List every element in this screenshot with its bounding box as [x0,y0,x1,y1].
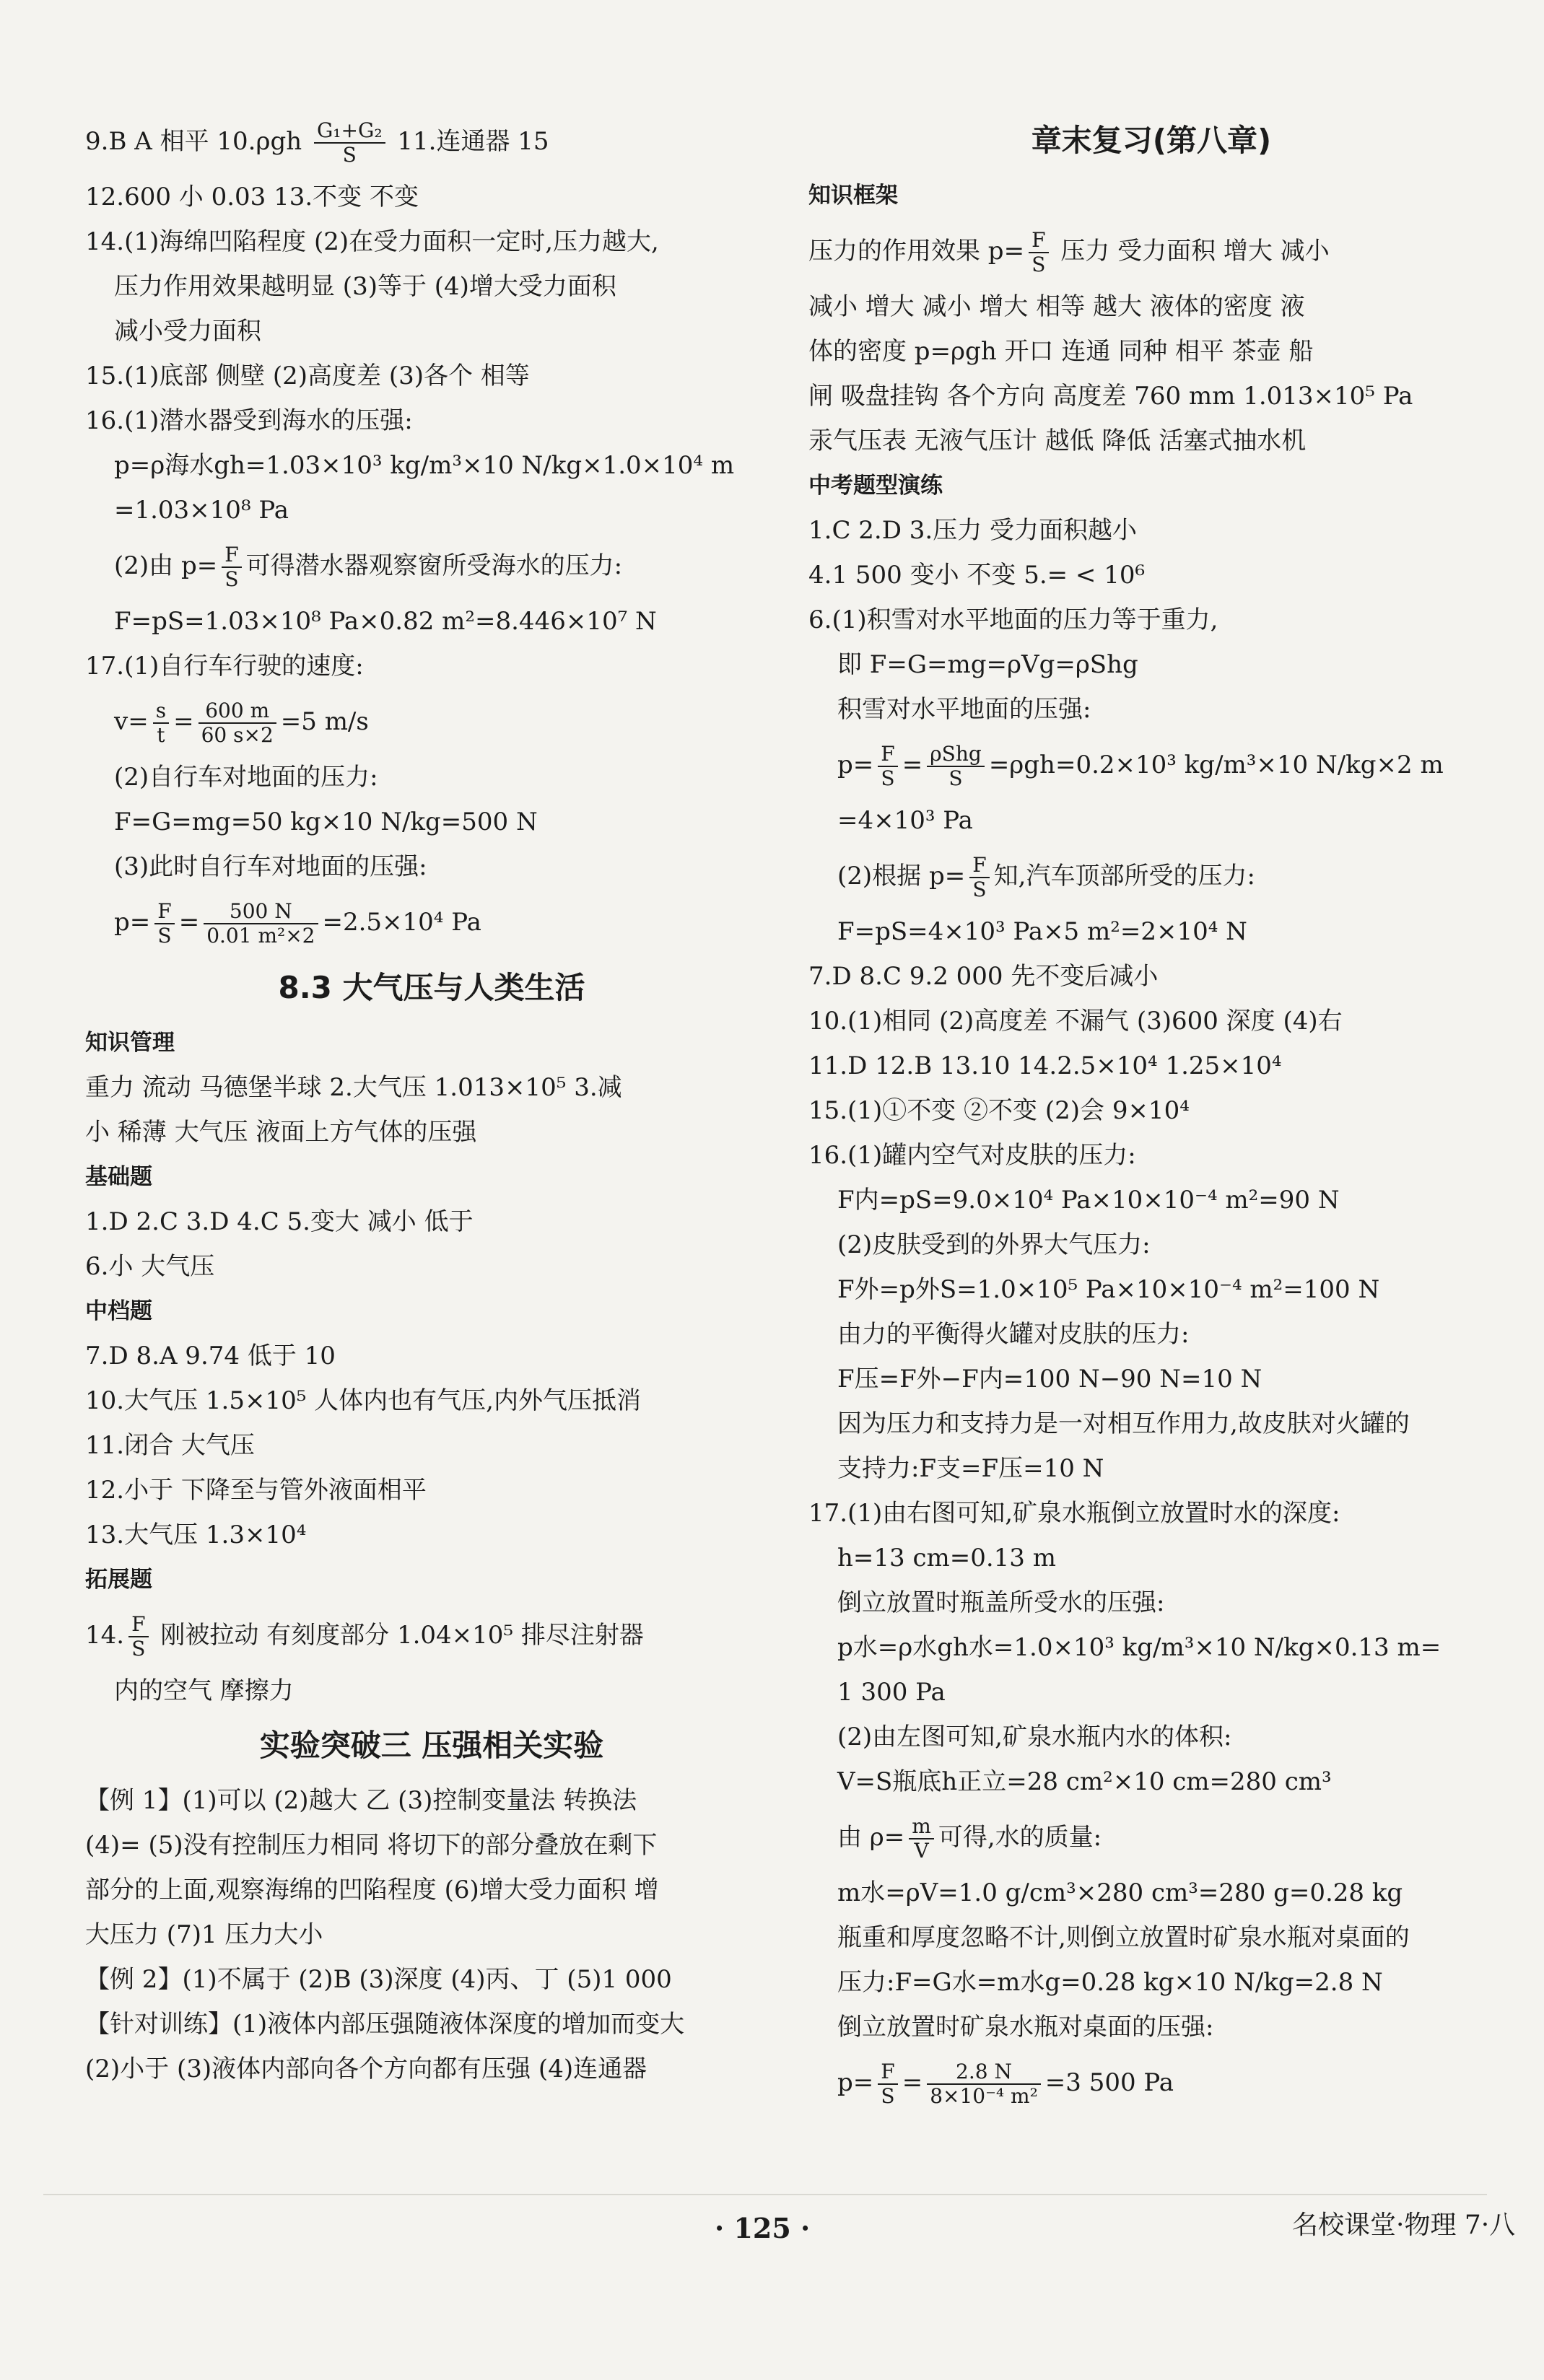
answer-line: 16.(1)潜水器受到海水的压强: [85,406,413,435]
answer-line: v= $\frac{s}{t}$ = $\frac{600 m}{60 s\times 2}$ =5 m/s [114,699,369,747]
answer-line: =1.03×10⁸ Pa [114,496,289,525]
fraction: $\frac{F}{S}$ [878,2060,897,2108]
answer-line: 瓶重和厚度忽略不计,则倒立放置时矿泉水瓶对桌面的 [837,1923,1410,1952]
fraction: $\frac{\text{ρShg}}{S}$ [927,743,985,790]
answer-line: 1.D 2.C 3.D 4.C 5.变大 减小 低于 [85,1207,474,1236]
subsection-label: 拓展题 [85,1567,152,1593]
answer-line: 12.小于 下降至与管外液面相平 [85,1476,427,1505]
answer-line: 减小 增大 减小 增大 相等 越大 液体的密度 液 [808,292,1305,321]
answer-line: 减小受力面积 [114,317,261,346]
answer-line: h=13 cm=0.13 m [837,1544,1056,1572]
answer-line: 支持力:F支=F压=10 N [837,1454,1104,1483]
fraction: $\frac{m}{V}$ [909,1815,934,1863]
answer-line: (3)此时自行车对地面的压强: [114,852,427,881]
answer-line: m水=ρV=1.0 g/cm³×280 cm³=280 g=0.28 kg [837,1878,1403,1907]
chapter-review-heading: 章末复习(第八章) [1031,123,1272,158]
answer-line: (2)皮肤受到的外界大气压力: [837,1230,1151,1259]
answer-line: 12.600 小 0.03 13.不变 不变 [85,183,419,211]
answer-line: (2)自行车对地面的压力: [114,763,378,792]
answer-line: 【例 1】(1)可以 (2)越大 乙 (3)控制变量法 转换法 [85,1786,637,1815]
page-number: · 125 · [715,2212,811,2244]
answer-line: 大压力 (7)1 压力大小 [85,1920,323,1949]
answer-line: 闸 吸盘挂钩 各个方向 高度差 760 mm 1.013×10⁵ Pa [808,382,1413,411]
subsection-label: 中考题型演练 [808,473,943,499]
footer-divider [43,2194,1487,2195]
subsection-label: 知识管理 [85,1030,175,1056]
answer-line: 体的密度 p=ρgh 开口 连通 同种 相平 茶壶 船 [808,337,1314,366]
footer-book-title: 名校课堂·物理 7·八 [1292,2210,1516,2240]
answer-line: 1.C 2.D 3.压力 受力面积越小 [808,516,1138,545]
answer-line: 13.大气压 1.3×10⁴ [85,1521,307,1549]
answer-line: 4.1 500 变小 不变 5.= < 10⁶ [808,561,1146,590]
answer-line: 由力的平衡得火罐对皮肤的压力: [837,1320,1190,1349]
subsection-label: 基础题 [85,1164,152,1190]
answer-line: 10.大气压 1.5×10⁵ 人体内也有气压,内外气压抵消 [85,1386,641,1415]
answer-line: p= $\frac{F}{S}$ = $\frac{2.8 N}{\text{8×10⁻⁴ m²}}$ =3 500 Pa [837,2060,1174,2108]
answer-line: (2)由左图可知,矿泉水瓶内水的体积: [837,1723,1232,1751]
answer-line: 17.(1)自行车行驶的速度: [85,652,364,681]
answer-line: 倒立放置时瓶盖所受水的压强: [837,1588,1165,1617]
answer-line: 部分的上面,观察海绵的凹陷程度 (6)增大受力面积 增 [85,1876,659,1904]
answer-line: (2)由 p= $\frac{F}{S}$ 可得潜水器观察窗所受海水的压力: [114,543,623,591]
answer-line: (2)小于 (3)液体内部向各个方向都有压强 (4)连通器 [85,2055,647,2083]
answer-line: F=G=mg=50 kg×10 N/kg=500 N [114,808,538,836]
answer-line: 压力的作用效果 p= $\frac{F}{S}$ 压力 受力面积 增大 减小 [808,228,1330,276]
answer-line: 【例 2】(1)不属于 (2)B (3)深度 (4)丙、丁 (5)1 000 [85,1965,672,1994]
answer-line: 1 300 Pa [837,1678,946,1707]
answer-line: 因为压力和支持力是一对相互作用力,故皮肤对火罐的 [837,1409,1410,1438]
right-column [808,108,1494,2116]
fraction: $\frac{F}{S}$ [222,543,241,591]
answer-line: 7.D 8.A 9.74 低于 10 [85,1342,336,1370]
answer-line: 14. $\frac{F}{S}$ 刚被拉动 有刻度部分 1.04×10⁵ 排尽注射器 [85,1612,644,1661]
answer-line: p=ρ海水gh=1.03×10³ kg/m³×10 N/kg×1.0×10⁴ m [114,451,735,480]
fraction: $\frac{2.8 N}{\text{8×10⁻⁴ m²}}$ [927,2060,1041,2108]
answer-line: 【针对训练】(1)液体内部压强随液体深度的增加而变大 [85,2010,685,2039]
answer-line: 15.(1)底部 侧壁 (2)高度差 (3)各个 相等 [85,362,530,390]
answer-line: 6.小 大气压 [85,1252,215,1281]
answer-line: F压=F外−F内=100 N−90 N=10 N [837,1365,1262,1394]
answer-line: =4×10³ Pa [837,806,973,835]
answer-line: p= $\frac{F}{S}$ = $\frac{\text{ρShg}}{S}$ =ρgh=0.2×10³ kg/m³×10 N/kg×2 m [837,742,1444,790]
answer-line: 15.(1)①不变 ②不变 (2)会 9×10⁴ [808,1096,1190,1125]
subsection-label: 知识框架 [808,183,898,209]
answer-line: 积雪对水平地面的压强: [837,695,1091,724]
answer-line: F内=pS=9.0×10⁴ Pa×10×10⁻⁴ m²=90 N [837,1186,1340,1215]
answer-line: 16.(1)罐内空气对皮肤的压力: [808,1141,1136,1170]
answer-line: 由 ρ= $\frac{m}{V}$ 可得,水的质量: [837,1814,1102,1863]
answer-line: 压力:F=G水=m水g=0.28 kg×10 N/kg=2.8 N [837,1968,1383,1997]
answer-line: 内的空气 摩擦力 [114,1676,294,1705]
fraction: $\frac{s}{t}$ [153,699,169,747]
answer-line: 6.(1)积雪对水平地面的压力等于重力, [808,605,1218,634]
fraction: $\frac{F}{S}$ [154,900,174,948]
answer-line: (2)根据 p= $\frac{F}{S}$ 知,汽车顶部所受的压力: [837,853,1255,901]
fraction: $\frac{F}{S}$ [1029,229,1048,276]
fraction: $\frac{F}{S}$ [878,743,897,790]
fraction: $\frac{F}{S}$ [969,854,989,901]
fraction: $\frac{500 N}{\text{0.01 m²×2}}$ [204,900,318,948]
answer-line: F=pS=4×10³ Pa×5 m²=2×10⁴ N [837,917,1247,946]
answer-line: 11.闭合 大气压 [85,1431,255,1460]
answer-line: 10.(1)相同 (2)高度差 不漏气 (3)600 深度 (4)右 [808,1007,1343,1036]
answer-line: 9.B A 相平 10.ρgh $\frac{\text{G₁+G₂}}{S}$ 11.连通器 15 [85,118,549,167]
subsection-label: 中档题 [85,1298,152,1324]
answer-line: V=S瓶底h正立=28 cm²×10 cm=280 cm³ [837,1767,1332,1796]
answer-line: 压力作用效果越明显 (3)等于 (4)增大受力面积 [114,272,616,301]
answer-line: 小 稀薄 大气压 液面上方气体的压强 [85,1118,477,1147]
answer-line: 17.(1)由右图可知,矿泉水瓶倒立放置时水的深度: [808,1499,1340,1528]
answer-line: 11.D 12.B 13.10 14.2.5×10⁴ 1.25×10⁴ [808,1051,1282,1080]
left-column [85,108,778,2091]
answer-line: F=pS=1.03×10⁸ Pa×0.82 m²=8.446×10⁷ N [114,607,657,636]
fraction: $\frac{F}{S}$ [128,1613,148,1661]
answer-line: 倒立放置时矿泉水瓶对桌面的压强: [837,2013,1214,2042]
fraction: $\frac{\text{G₁+G₂}}{S}$ [314,119,385,167]
answer-line: p水=ρ水gh水=1.0×10³ kg/m³×10 N/kg×0.13 m= [837,1633,1441,1662]
answer-line: F外=p外S=1.0×10⁵ Pa×10×10⁻⁴ m²=100 N [837,1275,1380,1304]
fraction: $\frac{600 m}{60 s\times 2}$ [199,699,276,747]
answer-line: 14.(1)海绵凹陷程度 (2)在受力面积一定时,压力越大, [85,227,659,256]
answer-line: (4)= (5)没有控制压力相同 将切下的部分叠放在剩下 [85,1831,658,1860]
answer-line: 汞气压表 无液气压计 越低 降低 活塞式抽水机 [808,426,1307,455]
answer-line: 重力 流动 马德堡半球 2.大气压 1.013×10⁵ 3.减 [85,1073,622,1102]
answer-line: p= $\frac{F}{S}$ = $\frac{500 N}{\text{0.01 m²×2}}$ =2.5×10⁴ Pa [114,899,481,948]
answer-line: 7.D 8.C 9.2 000 先不变后减小 [808,962,1159,991]
section-heading: 实验突破三 压强相关实验 [259,1728,604,1763]
section-heading: 8.3 大气压与人类生活 [278,970,585,1005]
answer-line: 即 F=G=mg=ρVg=ρShg [837,650,1138,679]
